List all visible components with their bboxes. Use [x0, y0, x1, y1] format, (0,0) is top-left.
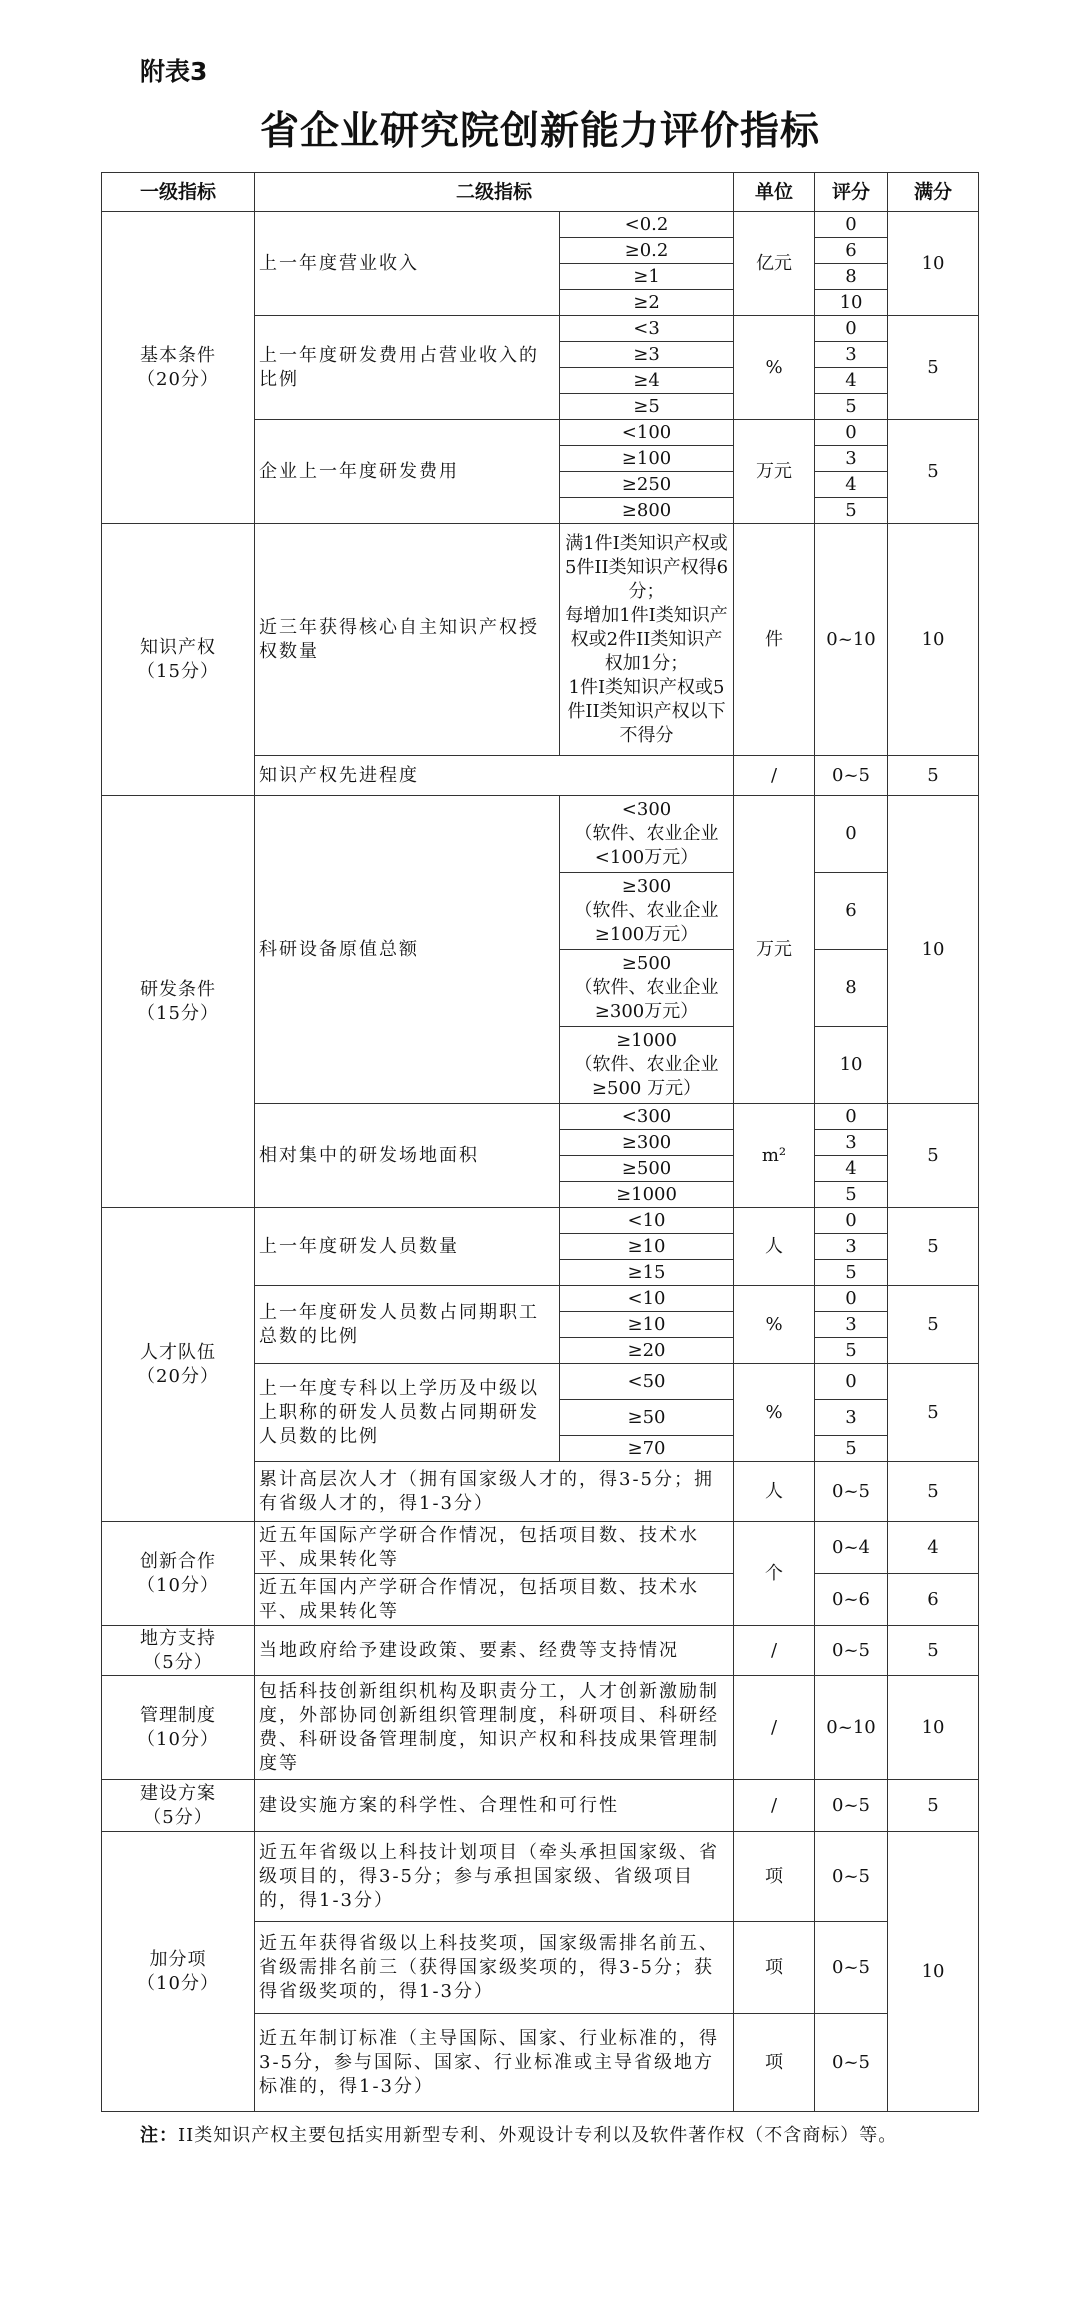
threshold-cell: ≥1000 （软件、农业企业≥500 万元） [560, 1027, 734, 1104]
threshold-cell: <0.2 [560, 212, 734, 238]
full-score-cell: 10 [888, 796, 979, 1104]
score-cell: 3 [815, 1312, 888, 1338]
level2-indicator: 上一年度研发费用占营业收入的比例 [255, 316, 560, 420]
level2-indicator: 近五年国内产学研合作情况，包括项目数、技术水平、成果转化等 [255, 1574, 734, 1626]
full-score-cell: 5 [888, 1208, 979, 1286]
score-cell: 0~5 [815, 1832, 888, 1922]
header-score: 评分 [815, 173, 888, 212]
unit-cell: m² [734, 1104, 815, 1208]
table-row [102, 212, 979, 238]
level2-indicator: 上一年度研发人员数占同期职工总数的比例 [255, 1286, 560, 1364]
score-cell: 3 [815, 1234, 888, 1260]
unit-cell: % [734, 1364, 815, 1462]
unit-cell: % [734, 1286, 815, 1364]
level2-indicator: 企业上一年度研发费用 [255, 420, 560, 524]
score-cell: 0 [815, 420, 888, 446]
threshold-cell: ≥250 [560, 472, 734, 498]
table-row [102, 1208, 979, 1234]
evaluation-table [101, 172, 979, 2112]
score-cell: 5 [815, 498, 888, 524]
unit-cell: / [734, 1780, 815, 1832]
full-score-cell: 4 [888, 1522, 979, 1574]
header-full-score: 满分 [888, 173, 979, 212]
score-cell: 0~5 [815, 756, 888, 796]
full-score-cell: 6 [888, 1574, 979, 1626]
threshold-cell: ≥3 [560, 342, 734, 368]
full-score-cell: 5 [888, 1462, 979, 1522]
threshold-cell: ≥300 （软件、农业企业≥100万元） [560, 873, 734, 950]
level2-indicator: 上一年度营业收入 [255, 212, 560, 316]
threshold-cell: ≥500 [560, 1156, 734, 1182]
full-score-cell: 5 [888, 1780, 979, 1832]
unit-cell: 万元 [734, 420, 815, 524]
threshold-cell: ≥15 [560, 1260, 734, 1286]
unit-cell: % [734, 316, 815, 420]
threshold-cell: ≥5 [560, 394, 734, 420]
header-level1: 一级指标 [102, 173, 255, 212]
score-cell: 10 [815, 1027, 888, 1104]
unit-cell: 人 [734, 1208, 815, 1286]
score-cell: 3 [815, 342, 888, 368]
level2-indicator: 近五年获得省级以上科技奖项，国家级需排名前五、省级需排名前三（获得国家级奖项的，得3-5分；获得省级奖项的，得1-3分） [255, 1922, 734, 2014]
table-row [102, 1626, 979, 1676]
header-unit: 单位 [734, 173, 815, 212]
full-score-cell: 10 [888, 1832, 979, 2112]
threshold-cell: ≥4 [560, 368, 734, 394]
score-cell: 0~5 [815, 1922, 888, 2014]
threshold-cell: ≥500 （软件、农业企业≥300万元） [560, 950, 734, 1027]
appendix-label: 附表3 [140, 57, 208, 86]
threshold-cell: <100 [560, 420, 734, 446]
full-score-cell: 5 [888, 1626, 979, 1676]
full-score-cell: 10 [888, 524, 979, 756]
level2-indicator: 相对集中的研发场地面积 [255, 1104, 560, 1208]
level1-indicator: 知识产权 （15分） [102, 524, 255, 796]
score-cell: 6 [815, 873, 888, 950]
threshold-cell: 满1件I类知识产权或5件II类知识产权得6分； 每增加1件I类知识产权或2件II类知识产权加1分； 1件I类知识产权或5件II类知识产权以下不得分 [560, 524, 734, 756]
unit-cell: 项 [734, 1832, 815, 1922]
score-cell: 3 [815, 446, 888, 472]
footnote [140, 2121, 960, 2151]
header-level2: 二级指标 [255, 173, 734, 212]
level1-indicator: 加分项 （10分） [102, 1832, 255, 2112]
score-cell: 0~5 [815, 1462, 888, 1522]
table-row [102, 1522, 979, 1574]
footnote-label: 注： [140, 2125, 178, 2146]
threshold-cell: ≥1000 [560, 1182, 734, 1208]
table-row [102, 1832, 979, 1922]
score-cell: 0 [815, 1364, 888, 1400]
unit-cell: / [734, 1676, 815, 1780]
full-score-cell: 10 [888, 1676, 979, 1780]
threshold-cell: <300 [560, 1104, 734, 1130]
level2-indicator: 包括科技创新组织机构及职责分工，人才创新激励制度，外部协同创新组织管理制度，科研项目、科研经费、科研设备管理制度，知识产权和科技成果管理制度等 [255, 1676, 734, 1780]
unit-cell: 项 [734, 2014, 815, 2112]
threshold-cell: ≥2 [560, 290, 734, 316]
level1-indicator: 管理制度 （10分） [102, 1676, 255, 1780]
level2-indicator: 近五年省级以上科技计划项目（牵头承担国家级、省级项目的，得3-5分；参与承担国家级、省级项目的，得1-3分） [255, 1832, 734, 1922]
score-cell: 0~4 [815, 1522, 888, 1574]
level2-indicator: 上一年度研发人员数量 [255, 1208, 560, 1286]
score-cell: 0~10 [815, 524, 888, 756]
score-cell: 5 [815, 1182, 888, 1208]
level2-indicator: 上一年度专科以上学历及中级以上职称的研发人员数占同期研发人员数的比例 [255, 1364, 560, 1462]
full-score-cell: 10 [888, 212, 979, 316]
unit-cell: / [734, 756, 815, 796]
score-cell: 0~5 [815, 1780, 888, 1832]
threshold-cell: ≥100 [560, 446, 734, 472]
score-cell: 0~10 [815, 1676, 888, 1780]
level1-indicator: 人才队伍 （20分） [102, 1208, 255, 1522]
level2-indicator: 科研设备原值总额 [255, 796, 560, 1104]
threshold-cell: ≥800 [560, 498, 734, 524]
score-cell: 5 [815, 1338, 888, 1364]
score-cell: 0~5 [815, 2014, 888, 2112]
score-cell: 0 [815, 212, 888, 238]
unit-cell: 万元 [734, 796, 815, 1104]
threshold-cell: ≥10 [560, 1234, 734, 1260]
score-cell: 5 [815, 1260, 888, 1286]
threshold-cell: ≥50 [560, 1400, 734, 1436]
unit-cell: 个 [734, 1522, 815, 1626]
score-cell: 10 [815, 290, 888, 316]
level1-indicator: 地方支持 （5分） [102, 1626, 255, 1676]
threshold-cell: ≥70 [560, 1436, 734, 1462]
score-cell: 3 [815, 1400, 888, 1436]
unit-cell: 亿元 [734, 212, 815, 316]
threshold-cell: <300 （软件、农业企业<100万元） [560, 796, 734, 873]
threshold-cell: ≥1 [560, 264, 734, 290]
level2-indicator: 近三年获得核心自主知识产权授权数量 [255, 524, 560, 756]
score-cell: 0 [815, 1286, 888, 1312]
level1-indicator: 研发条件 （15分） [102, 796, 255, 1208]
table-row [102, 1780, 979, 1832]
score-cell: 4 [815, 1156, 888, 1182]
full-score-cell: 5 [888, 316, 979, 420]
score-cell: 0 [815, 1208, 888, 1234]
score-cell: 0~5 [815, 1626, 888, 1676]
table-row [102, 796, 979, 873]
threshold-cell: ≥0.2 [560, 238, 734, 264]
full-score-cell: 5 [888, 756, 979, 796]
threshold-cell: ≥20 [560, 1338, 734, 1364]
unit-cell: 项 [734, 1922, 815, 2014]
table-row [102, 1676, 979, 1780]
level1-indicator: 创新合作 （10分） [102, 1522, 255, 1626]
full-score-cell: 5 [888, 1104, 979, 1208]
score-cell: 8 [815, 950, 888, 1027]
score-cell: 6 [815, 238, 888, 264]
page-title: 省企业研究院创新能力评价指标 [259, 109, 820, 154]
table-row [102, 524, 979, 756]
score-cell: 5 [815, 1436, 888, 1462]
threshold-cell: <10 [560, 1208, 734, 1234]
threshold-cell: <10 [560, 1286, 734, 1312]
threshold-cell: <50 [560, 1364, 734, 1400]
level1-indicator: 基本条件 （20分） [102, 212, 255, 524]
level2-indicator: 当地政府给予建设政策、要素、经费等支持情况 [255, 1626, 734, 1676]
unit-cell: 件 [734, 524, 815, 756]
score-cell: 0 [815, 316, 888, 342]
score-cell: 8 [815, 264, 888, 290]
score-cell: 0 [815, 1104, 888, 1130]
table-header-row [102, 173, 979, 212]
score-cell: 0~6 [815, 1574, 888, 1626]
level2-indicator: 近五年国际产学研合作情况，包括项目数、技术水平、成果转化等 [255, 1522, 734, 1574]
full-score-cell: 5 [888, 1286, 979, 1364]
threshold-cell: ≥10 [560, 1312, 734, 1338]
full-score-cell: 5 [888, 1364, 979, 1462]
threshold-cell: <3 [560, 316, 734, 342]
full-score-cell: 5 [888, 420, 979, 524]
score-cell: 4 [815, 368, 888, 394]
score-cell: 5 [815, 394, 888, 420]
threshold-cell: ≥300 [560, 1130, 734, 1156]
score-cell: 3 [815, 1130, 888, 1156]
unit-cell: 人 [734, 1462, 815, 1522]
score-cell: 4 [815, 472, 888, 498]
level1-indicator: 建设方案 （5分） [102, 1780, 255, 1832]
footnote-text: II类知识产权主要包括实用新型专利、外观设计专利以及软件著作权（不含商标）等。 [178, 2125, 898, 2146]
level2-indicator: 建设实施方案的科学性、合理性和可行性 [255, 1780, 734, 1832]
level2-indicator: 近五年制订标准（主导国际、国家、行业标准的，得3-5分，参与国际、国家、行业标准或主导省级地方标准的，得1-3分） [255, 2014, 734, 2112]
level2-indicator: 累计高层次人才（拥有国家级人才的，得3-5分；拥有省级人才的，得1-3分） [255, 1462, 734, 1522]
score-cell: 0 [815, 796, 888, 873]
level2-indicator: 知识产权先进程度 [255, 756, 734, 796]
unit-cell: / [734, 1626, 815, 1676]
